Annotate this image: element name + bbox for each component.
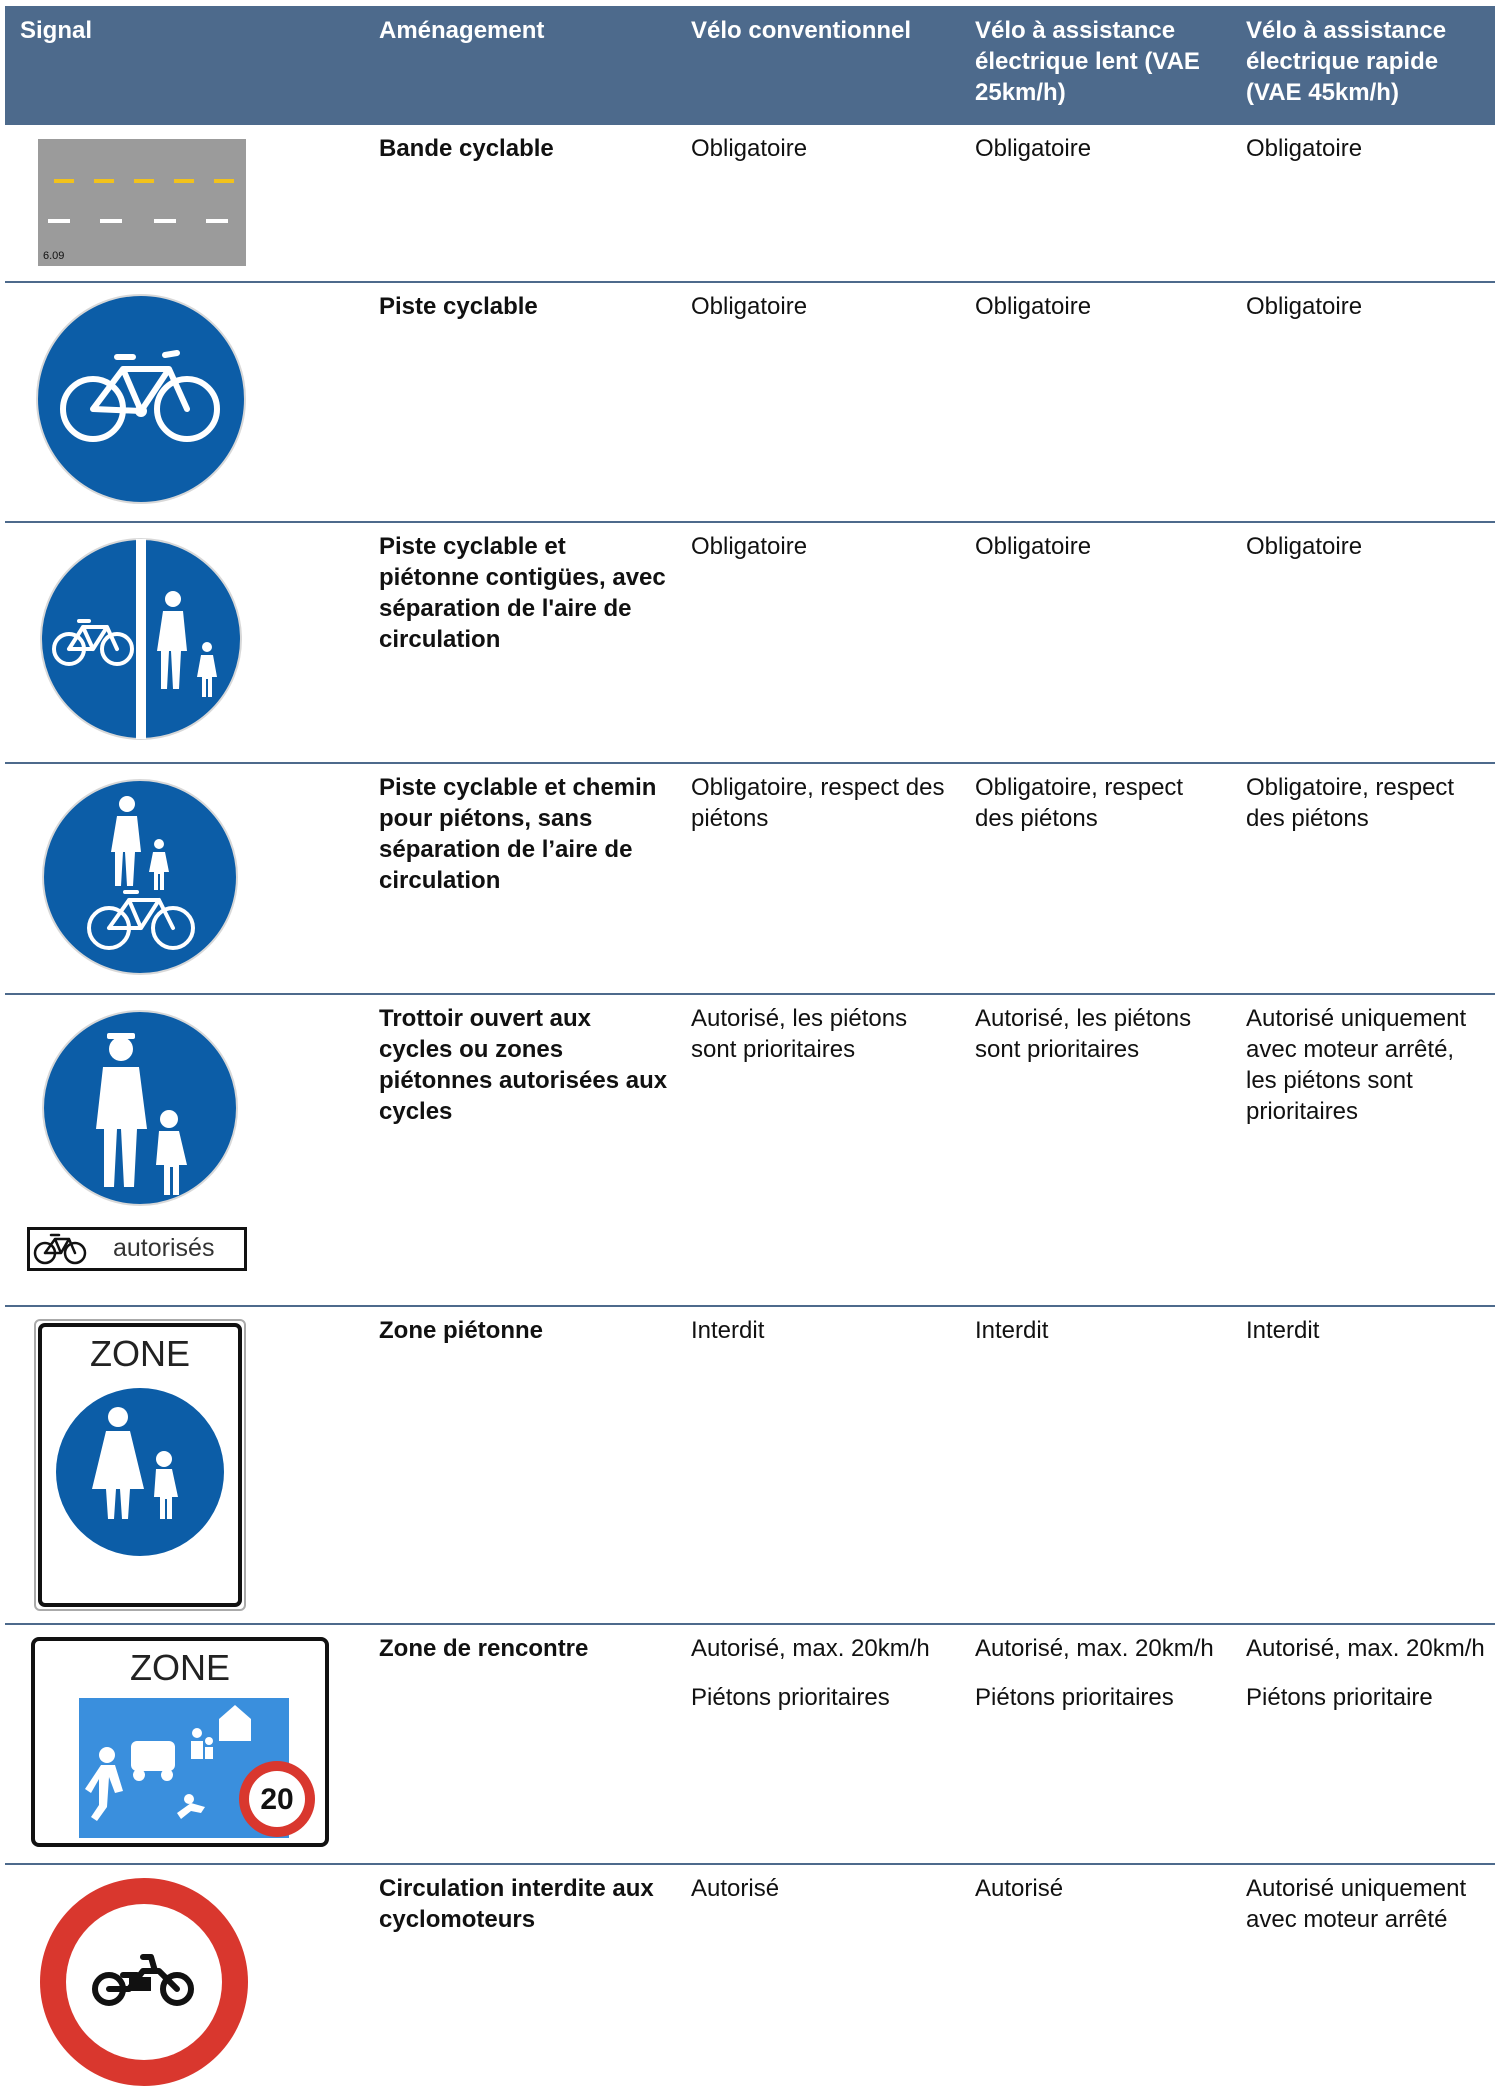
cell-conventionnel-line1: Autorisé, max. 20km/h: [691, 1635, 930, 1662]
cell-vae25: Autorisé: [975, 1875, 1064, 1902]
cell-vae45: Obligatoire: [1246, 293, 1363, 320]
row-name: Trottoir ouvert aux cycles ou zones piétonnes autorisées aux cycles: [379, 1005, 668, 1125]
cycles-authorised-plate: [27, 1227, 247, 1271]
cell-vae25: Obligatoire: [975, 293, 1092, 320]
header-vae-45: Vélo à assistance électrique rapide (VAE 45km/h): [1246, 17, 1447, 106]
row-name: Zone de rencontre: [379, 1635, 589, 1662]
zone-label: ZONE: [129, 1647, 230, 1688]
row-name: Piste cyclable et piétonne contigües, avec séparation de l'aire de circulation: [379, 533, 666, 653]
table-row: [5, 764, 1495, 995]
cell-vae25: Obligatoire: [975, 135, 1092, 162]
header-vae-25: Vélo à assistance électrique lent (VAE 25km/h): [975, 17, 1200, 106]
cell-vae25-line2: Piétons prioritaires: [975, 1684, 1174, 1711]
cycle-path-sign-icon: [35, 293, 247, 505]
sign-code: 6.09: [43, 250, 65, 262]
row-name: Zone piétonne: [379, 1317, 543, 1344]
cell-vae45-line1: Autorisé, max. 20km/h: [1246, 1635, 1485, 1662]
row-name: Bande cyclable: [379, 135, 554, 162]
table-row: [5, 283, 1495, 523]
no-mopeds-sign-icon: [39, 1877, 249, 2087]
cell-vae45-line2: Piétons prioritaire: [1246, 1684, 1433, 1711]
cell-conventionnel-line2: Piétons prioritaires: [691, 1684, 890, 1711]
cell-conventionnel: Obligatoire, respect des piétons: [691, 774, 945, 832]
meeting-zone-sign-icon: [31, 1637, 329, 1847]
pedestrian-zone-sign-icon: [34, 1319, 246, 1611]
cell-conventionnel: [691, 1633, 951, 1713]
cell-conventionnel: Obligatoire: [691, 533, 808, 560]
cell-vae25: Obligatoire, respect des piétons: [975, 774, 1184, 832]
cell-conventionnel: Interdit: [691, 1317, 765, 1344]
cell-vae25: Obligatoire: [975, 533, 1092, 560]
zone-label: ZONE: [89, 1333, 190, 1374]
speed-limit-label: 20: [260, 1783, 294, 1816]
header-velo-conventionnel: Vélo conventionnel: [691, 17, 912, 44]
shared-cycle-pedestrian-path-sign-icon: [41, 778, 239, 976]
cycle-lane-marking-icon: [38, 139, 246, 266]
cell-vae45: Autorisé uniquement avec moteur arrêté: [1246, 1875, 1467, 1933]
cell-conventionnel: Obligatoire: [691, 135, 808, 162]
row-name: Circulation interdite aux cyclomoteurs: [379, 1875, 654, 1933]
cell-vae25: Interdit: [975, 1317, 1049, 1344]
cell-conventionnel: Autorisé, les piétons sont prioritaires: [691, 1005, 908, 1063]
cell-vae45: Obligatoire: [1246, 533, 1363, 560]
table-row: [5, 125, 1495, 283]
plate-label: autorisés: [113, 1234, 215, 1262]
cell-conventionnel: Autorisé: [691, 1875, 780, 1902]
cell-conventionnel: Obligatoire: [691, 293, 808, 320]
segregated-cycle-pedestrian-path-sign-icon: [39, 537, 243, 741]
header-signal: Signal: [20, 17, 93, 44]
table-row: [5, 1307, 1495, 1625]
row-name: Piste cyclable et chemin pour piétons, sans séparation de l’aire de circulation: [379, 774, 657, 894]
cell-vae25: Autorisé, les piétons sont prioritaires: [975, 1005, 1192, 1063]
row-name: Piste cyclable: [379, 293, 538, 320]
cell-vae45: Interdit: [1246, 1317, 1320, 1344]
header-amenagement: Aménagement: [379, 17, 545, 44]
table-row: [5, 523, 1495, 764]
cell-vae25-line1: Autorisé, max. 20km/h: [975, 1635, 1214, 1662]
cell-vae25: [975, 1633, 1225, 1713]
table-row: [5, 1625, 1495, 1865]
table-row: [5, 995, 1495, 1307]
cell-vae45: Autorisé uniquement avec moteur arrêté, les piétons sont prioritaires: [1246, 1005, 1467, 1125]
table-header: [5, 6, 1495, 125]
table-row: [5, 1865, 1495, 2093]
cell-vae45: [1246, 1633, 1486, 1713]
cell-vae45: Obligatoire, respect des piétons: [1246, 774, 1455, 832]
cell-vae45: Obligatoire: [1246, 135, 1363, 162]
pedestrian-path-sign-icon: [41, 1009, 239, 1207]
